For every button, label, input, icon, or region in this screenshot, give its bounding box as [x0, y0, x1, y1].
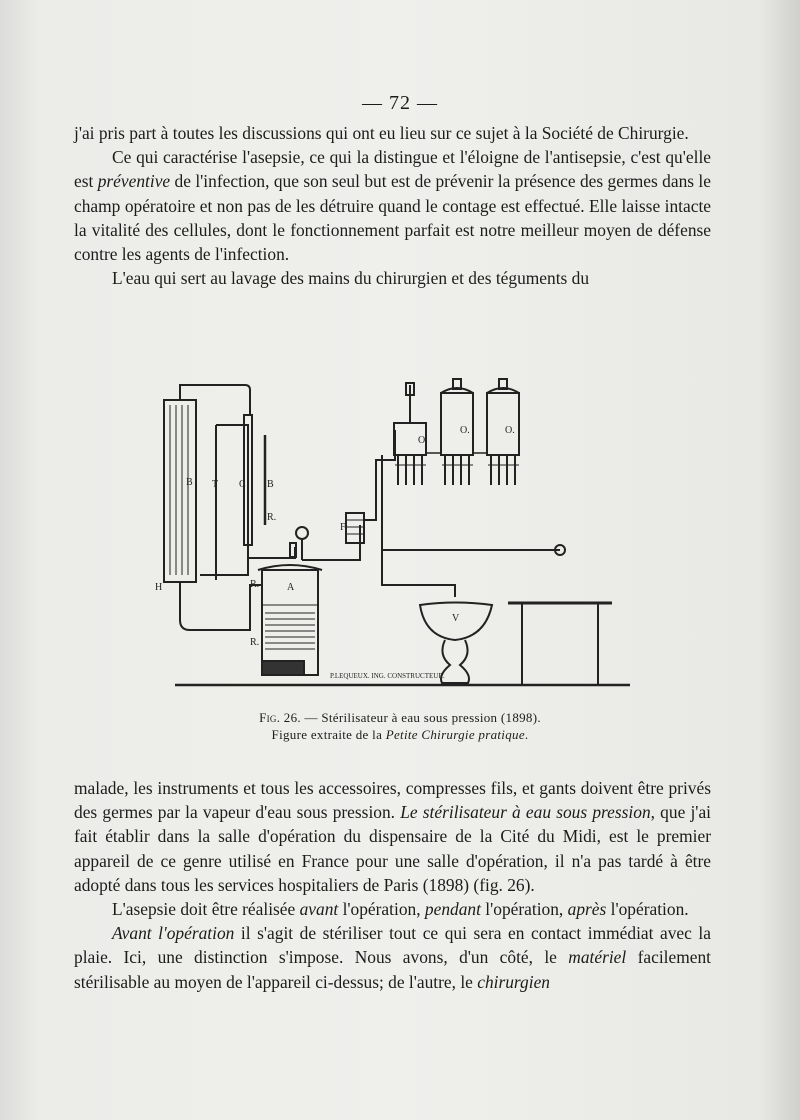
paragraph: [74, 897, 711, 921]
sterilizer-illustration: [150, 375, 630, 695]
label-f: F: [340, 522, 346, 533]
paragraph: [74, 921, 711, 994]
paragraph: [74, 776, 711, 897]
caption-book-title: Petite Chirurgie pratique: [385, 727, 525, 742]
text-run: de l'infection, que son seul but est de prévenir la présence des germes dans le champ opératoire et non pas de les détruire quand le contage est effectué. Elle laisse intacte la vitalité des cellules, dont le fonctionnement parfait est notre meilleur moyen de défense contre les agents de l'infection.: [74, 171, 711, 265]
emphasis: chirurgien: [477, 971, 550, 992]
tank-o2: [441, 393, 473, 455]
label-a: A: [287, 582, 295, 593]
emphasis: avant: [299, 899, 339, 920]
text-run: malade, les instruments et tous les accessoires, compresses fils, et gants doivent être privés des germes par la vapeur d'eau sous pression.: [74, 778, 711, 823]
emphasis: Avant l'opération: [112, 923, 235, 944]
caption-text: .: [524, 727, 529, 742]
maker-mark: P.LEQUEUX. ING. CONSTRUCTEUR.: [330, 672, 445, 680]
tank-o3: [487, 393, 519, 455]
paragraph: L'eau qui sert au lavage des mains du chirurgien et des téguments du: [112, 268, 590, 289]
label-r3: R.: [250, 637, 260, 648]
text-run: L'asepsie doit être réalisée: [112, 899, 300, 920]
emphasis: préventive: [97, 171, 171, 192]
text-run: l'opération,: [480, 899, 568, 920]
label-o3: O.: [505, 425, 515, 436]
text-run: , que j'ai fait établir dans la salle d'opération du dispensaire de la Cité du Midi, est le premier appareil de ce genre utilisé en France pour une salle d'opération, il n'a pas tardé à être adopté dans tous les services hospitaliers de Paris (1898) (fig. 26).: [74, 802, 711, 895]
text-run: l'opération.: [606, 899, 689, 920]
emphasis: Le stérilisateur à eau sous pression: [400, 802, 651, 823]
label-t: T: [212, 479, 219, 490]
label-h: H: [155, 582, 163, 593]
emphasis: matériel: [568, 947, 627, 968]
label-c: C: [239, 479, 246, 490]
caption-label: Fig. 26.: [259, 710, 301, 725]
text-block-bottom: [74, 776, 711, 994]
label-r1: R.: [267, 512, 277, 523]
figure-sterilizer-diagram: [150, 375, 630, 695]
page-number: — 72 —: [362, 92, 438, 114]
caption-text: Figure extraite de la: [271, 727, 386, 742]
caption-text: — Stérilisateur à eau sous pression (1898).: [300, 710, 541, 725]
emphasis: pendant: [424, 899, 481, 920]
label-v: V: [452, 613, 460, 624]
text-block-top: [74, 121, 711, 290]
label-r2: R.: [250, 579, 260, 590]
label-o2: O.: [460, 425, 470, 436]
text-run: l'opération,: [338, 899, 425, 920]
figure-caption-line-2: [0, 726, 800, 743]
label-b2: B: [267, 479, 274, 490]
label-b: B: [186, 477, 193, 488]
label-o1: O: [418, 435, 426, 446]
column-b: [164, 400, 196, 582]
paragraph: j'ai pris part à toutes les discussions qui ont eu lieu sur ce sujet à la Société de Chirurgie.: [74, 123, 689, 143]
text-run: facilement stérilisable au moyen de l'appareil ci-dessus; de l'autre, le: [74, 947, 711, 992]
text-run: il s'agit de stériliser tout ce qui sera en contact immédiat avec la plaie. Ici, une distinction s'impose. Nous avons, d'un côté, le: [74, 923, 711, 968]
emphasis: après: [567, 899, 607, 920]
figure-caption-line-1: [0, 709, 800, 726]
text-run: Ce qui caractérise l'asepsie, ce qui la distingue et l'éloigne de l'antisepsie, c'est qu'elle est: [74, 147, 711, 192]
paragraph: [74, 145, 711, 266]
